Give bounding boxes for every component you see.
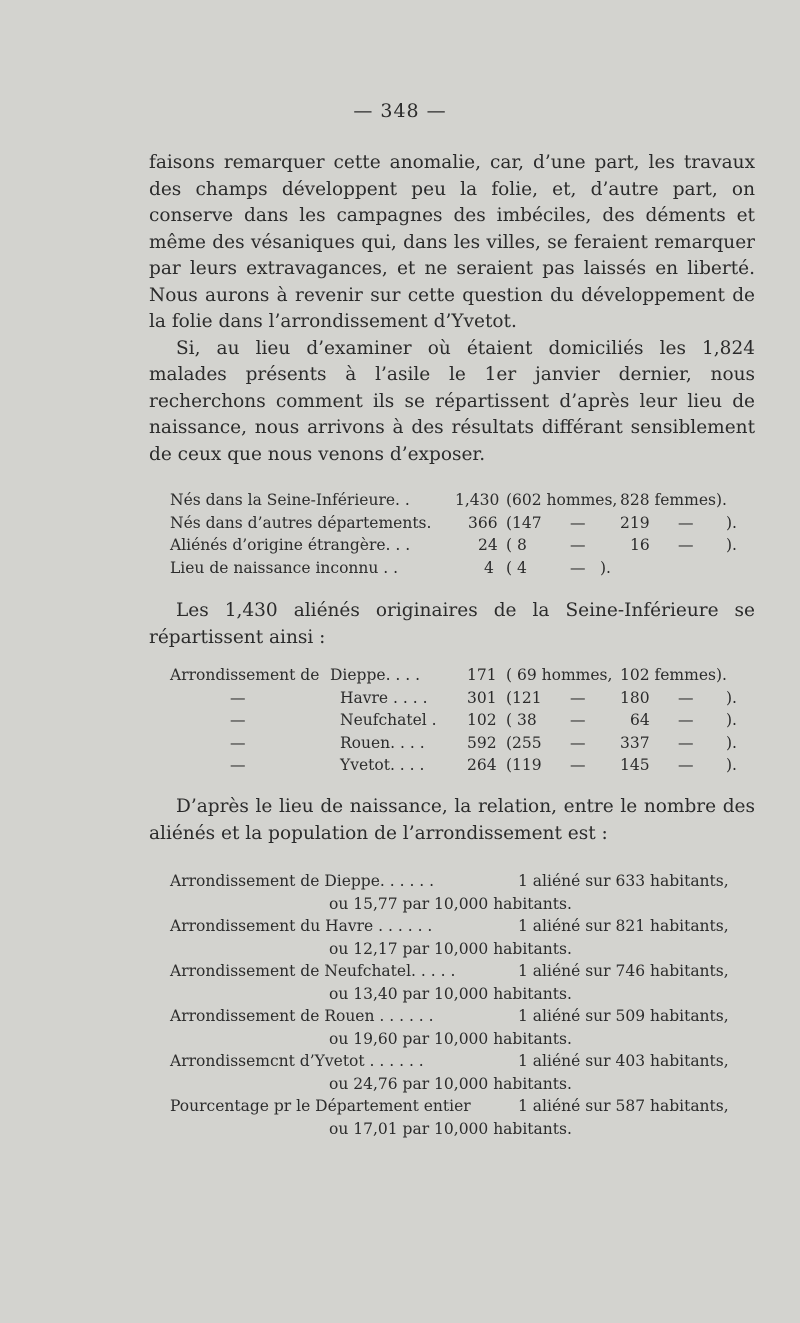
list-item: Arrondissement de Neufchatel. . . . . 1 aliéné sur 746 habitants, ou 13,40 par 10,000 habitants.: [170, 962, 729, 1003]
table-row: — Havre . . . . 301 (121 — 180 — ).: [230, 688, 737, 707]
paragraph-4-block: [149, 794, 755, 847]
paragraph-2: Si, au lieu d’examiner où étaient domiciliés les 1,824 malades présents à l’asile le 1er janvier dernier, nous recherchons comment ils se répartissent d’après leur lieu de naissance, nous arrivons à des résultats différant sensiblement de ceux que nous venons d’exposer.: [149, 337, 755, 465]
paragraph-4: D’après le lieu de naissance, la relation, entre le nombre des aliénés et la population de l’arrondissement est :: [149, 796, 755, 844]
table-row: — Yvetot. . . . 264 (119 — 145 — ).: [230, 756, 737, 774]
table-row: Aliénés d’origine étrangère. . . 24 ( 8 — 16 — ).: [170, 536, 737, 554]
birth-table: [170, 489, 770, 579]
ratio-list: [170, 870, 770, 1140]
list-item: Arrondissemcnt d’Yvetot . . . . . . 1 aliéné sur 403 habitants, ou 24,76 par 10,000 habitants.: [170, 1052, 729, 1093]
table-row: Arrondissement de Dieppe. . . . 171 ( 69 hommes, 102 femmes).: [170, 666, 727, 684]
intro-text: [149, 150, 755, 468]
paragraph-1: faisons remarquer cette anomalie, car, d’une part, les travaux des champs développent peu la folie, et, d’autre part, on conserve dans les campagnes des imbéciles, des déments et même des vésaniques qui, dans les villes, se feraient remarquer par leurs extravagances, et ne seraient pas laissés en liberté. Nous aurons à revenir sur cette question du développement de la folie dans l’arrondissement d’Yvetot.: [149, 152, 755, 332]
table-row: — Rouen. . . . 592 (255 — 337 — ).: [230, 733, 737, 752]
table-row: — Neufchatel . 102 ( 38 — 64 — ).: [230, 711, 737, 729]
arrondissement-table: [170, 664, 770, 777]
table-row: Nés dans d’autres départements. 366 (147 — 219 — ).: [170, 513, 737, 532]
page-number: — 348 —: [353, 100, 447, 122]
list-item: Pourcentage pr le Département entier 1 aliéné sur 587 habitants, ou 17,01 par 10,000 habitants.: [170, 1097, 729, 1138]
table-row: Nés dans la Seine-Inférieure. . 1,430 (602 hommes, 828 femmes).: [170, 491, 727, 509]
list-item: Arrondissement de Rouen . . . . . . 1 aliéné sur 509 habitants, ou 19,60 par 10,000 habitants.: [170, 1007, 729, 1048]
list-item: Arrondissement du Havre . . . . . . 1 aliéné sur 821 habitants, ou 12,17 par 10,000 habitants.: [170, 917, 729, 958]
table-row: Lieu de naissance inconnu . . 4 ( 4 — ).: [170, 558, 611, 577]
list-item: Arrondissement de Dieppe. . . . . . 1 aliéné sur 633 habitants, ou 15,77 par 10,000 habitants.: [170, 872, 729, 913]
paragraph-3: Les 1,430 aliénés originaires de la Seine-Inférieure se répartissent ainsi :: [149, 600, 755, 648]
paragraph-3-block: [149, 598, 755, 651]
